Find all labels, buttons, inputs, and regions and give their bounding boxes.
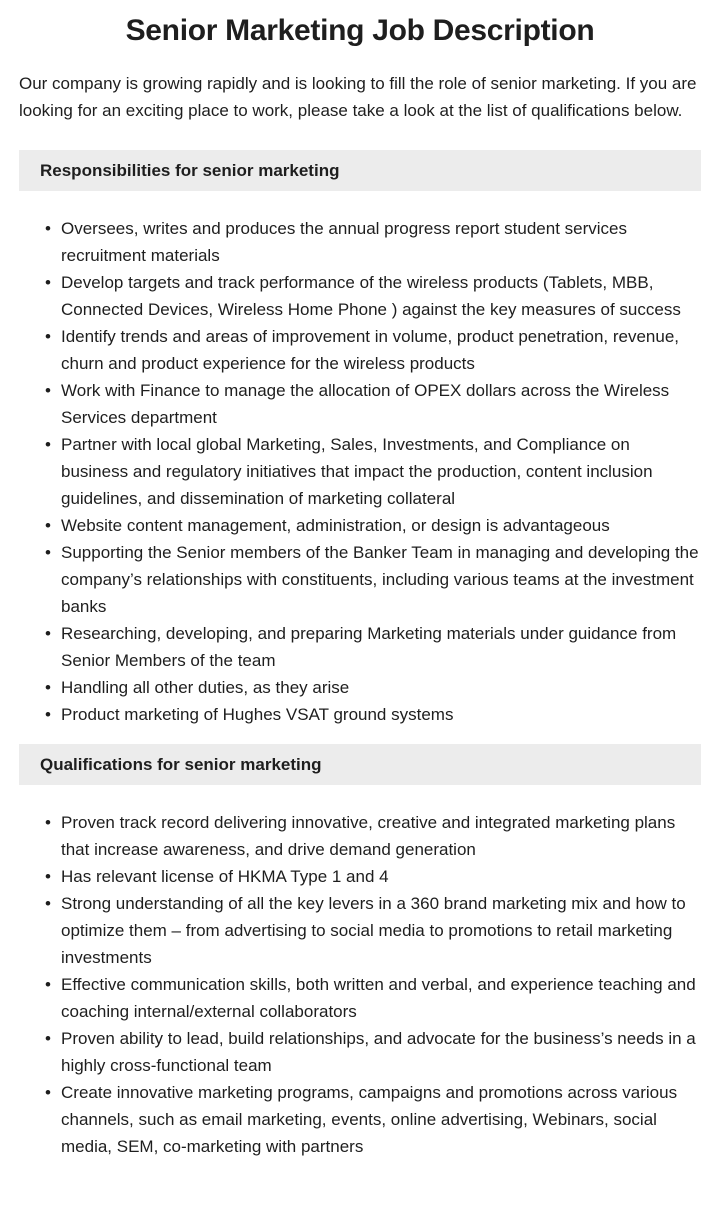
- list-item: • Website content management, administration, or design is advantageous: [61, 512, 701, 539]
- section-heading: Qualifications for senior marketing: [19, 744, 701, 785]
- page-title: Senior Marketing Job Description: [125, 14, 595, 47]
- list-item: • Work with Finance to manage the allocation of OPEX dollars across the Wireless Services department: [61, 377, 701, 431]
- list-item: • Oversees, writes and produces the annual progress report student services recruitment materials: [61, 215, 701, 269]
- list-item: • Product marketing of Hughes VSAT ground systems: [61, 701, 701, 728]
- list-item: • Identify trends and areas of improvement in volume, product penetration, revenue, churn and product experience for the wireless products: [61, 323, 701, 377]
- list-item: • Develop targets and track performance of the wireless products (Tablets, MBB, Connected Devices, Wireless Home Phone ) against the key measures of success: [61, 269, 701, 323]
- list-item: • Partner with local global Marketing, Sales, Investments, and Compliance on business and regulatory initiatives that impact the production, content inclusion guidelines, and dissemination of marketing collateral: [61, 431, 701, 512]
- list-item: • Effective communication skills, both written and verbal, and experience teaching and coaching internal/external collaborators: [61, 971, 701, 1025]
- section-heading: Responsibilities for senior marketing: [19, 150, 701, 191]
- bullet-list: [19, 809, 701, 1160]
- bullet-list: [19, 215, 701, 728]
- list-item: • Has relevant license of HKMA Type 1 and 4: [61, 863, 701, 890]
- list-item: • Create innovative marketing programs, campaigns and promotions across various channels, such as email marketing, events, online advertising, Webinars, social media, SEM, co-marketing with partners: [61, 1079, 701, 1160]
- list-item: • Supporting the Senior members of the Banker Team in managing and developing the company’s relationships with constituents, including various teams at the investment banks: [61, 539, 701, 620]
- intro-paragraph: Our company is growing rapidly and is looking to fill the role of senior marketing. If you are looking for an exciting place to work, please take a look at the list of qualifications below.: [19, 74, 697, 120]
- list-item: • Handling all other duties, as they arise: [61, 674, 701, 701]
- list-item: • Strong understanding of all the key levers in a 360 brand marketing mix and how to optimize them – from advertising to social media to promotions to retail marketing investments: [61, 890, 701, 971]
- list-item: • Researching, developing, and preparing Marketing materials under guidance from Senior Members of the team: [61, 620, 701, 674]
- document-section: [19, 150, 701, 728]
- list-item: • Proven track record delivering innovative, creative and integrated marketing plans that increase awareness, and drive demand generation: [61, 809, 701, 863]
- list-item: • Proven ability to lead, build relationships, and advocate for the business’s needs in a highly cross-functional team: [61, 1025, 701, 1079]
- document-section: [19, 744, 701, 1160]
- document-body: [19, 150, 701, 1160]
